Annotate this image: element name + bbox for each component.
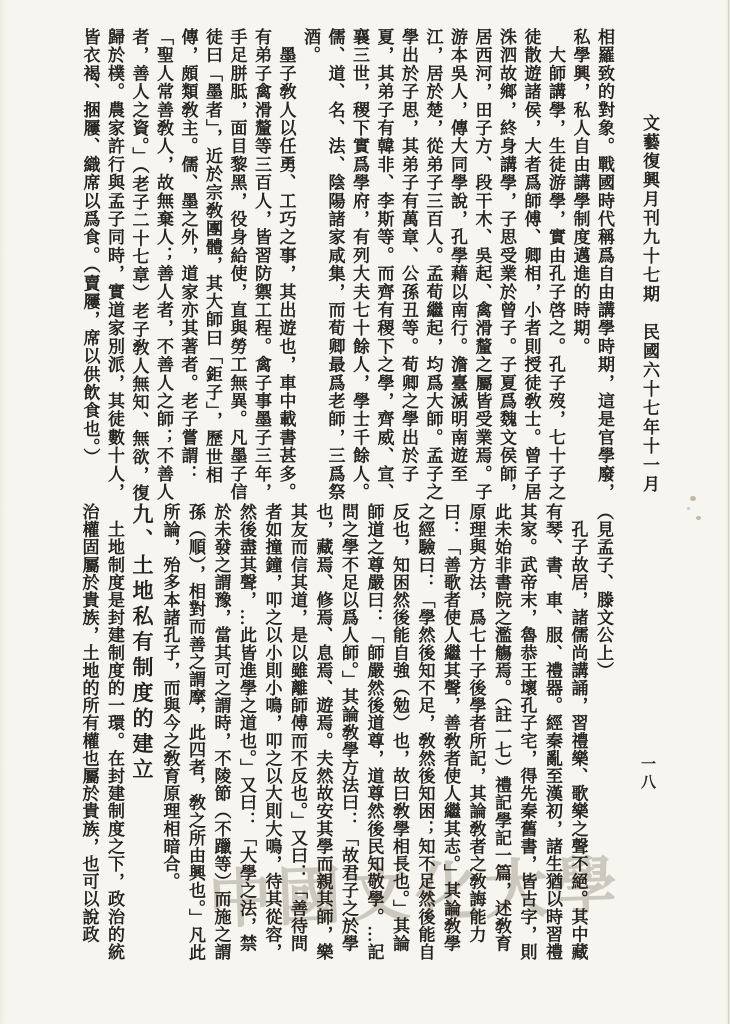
bottom-text-block	[71, 503, 616, 963]
top-text-block	[71, 28, 616, 506]
paragraph: 大師講學，生徒游學，實由孔子啓之。孔子歿，七十子之徒散遊諸侯，大者爲師傅、卿相，小者則授徒敎士。曾子居洙泗故鄉，終身講學，子思受業於曾子。子夏爲魏文侯師，居西河，田子方、段干木、吳起、禽滑釐之屬皆受業焉。子游本吳人，傳大同學說，孔學藉以南行。澹臺滅明南遊至江，居於楚，從弟子三百人。孟荀繼起，均爲大師。孟子之學出於子思，其弟子有萬章、公孫丑等。荀卿之學出於子夏，其弟子有韓非、李斯等。而齊有稷下之學，齊威、宣、襄三世，稷下實爲學府，有列大夫七十餘人，學士千餘人。儒、道、名、法、陰陽諸家咸集，而荀卿最爲老師，三爲祭酒。	[301, 28, 565, 502]
university-watermark: 中國文化大學	[207, 850, 624, 937]
paragraph: 孔子故居，諸儒尚講誦，習禮樂、歌樂之聲不絕。其中藏有琴、書、車、服、禮器。經秦亂至漢初，諸生猶以時習禮其家。武帝末，魯恭王壞孔子宅，得先秦舊書，皆古字，則此未始非書院之濫觴焉。（註一七）禮記學記一篇，述敎育原理與方法，爲七十子後學者所記，其論敎者之敎誨能力曰：「善歌者使人繼其聲，善敎者使人繼其志。」其論敎學之經驗曰：「學然後知不足，敎然後知困；知不足然後能自反也，知困然後能自強（勉）也，故曰敎學相長也。」其論師道之尊嚴曰：「師嚴然後道尊，道尊然後民知敬學。…記問之學不足以爲人師。」其論敎學方法曰：「故君子之於學也，藏焉、修焉、息焉、遊焉。夫然故安其學而親其師，樂其友而信其道，是以雖離師傅而不反也。」又曰：「善待問者如撞鐘，叩之以小則小鳴，叩之以大則大鳴，待其從容，然後盡其聲，…此皆進學之道也。」又曰：「大學之法，禁於未發之謂豫，當其可之謂時，不陵節（不躐等）而施之謂孫（順），相對而善之謂摩，此四者，敎之所由興也。」凡此所論，殆多本諸孔子，而與今之敎育原理相暗合。	[160, 503, 588, 962]
section-heading: 九、土地私有制度的建立	[130, 503, 154, 784]
paragraph: 墨子敎人以任勇、工巧之事，其出遊也，車中載書甚多。有弟子禽滑釐等三百人，皆習防禦工程。禽子事墨子三年，手足胼胝，面目黎黑，役身給使，直與勞工無異。凡墨子信徒曰「墨者」，近於宗敎團體，其大師曰「鉅子」，歷世相傳，頗類敎主。儒、墨之外，道家亦其著者。老子嘗謂：「聖人常善敎人，故無棄人；善人者，不善人之師；不善人者，善人之資。」（老子二十七章）老子敎人無知、無欲，復歸於樸。農家許行與孟子同時，實道家別派，其徒數十人，皆衣褐、捆屨、織席以爲食。（賣屨，席以供飲食也。）	[80, 28, 296, 503]
scan-stain	[696, 516, 701, 520]
journal-header-title: 文藝復興月刊九十七期 民國六十七年十一月	[640, 114, 659, 494]
page-number: 一八	[639, 756, 655, 792]
paragraph: 土地制度是封建制度的一環。在封建制度之下，政治的統治權固屬於貴族，土地的所有權也屬於貴族，也可以說政	[79, 503, 124, 961]
scan-stain	[690, 496, 696, 501]
scan-stain	[687, 507, 690, 510]
citation-line: （見孟子、滕文公上）	[594, 503, 613, 679]
paragraph: 相羅致的對象。戰國時代稱爲自由講學時期，這是官學廢，私學興，私人自由講學制度邁進的時期。	[570, 28, 614, 502]
scan-edge-line	[728, 0, 729, 1024]
